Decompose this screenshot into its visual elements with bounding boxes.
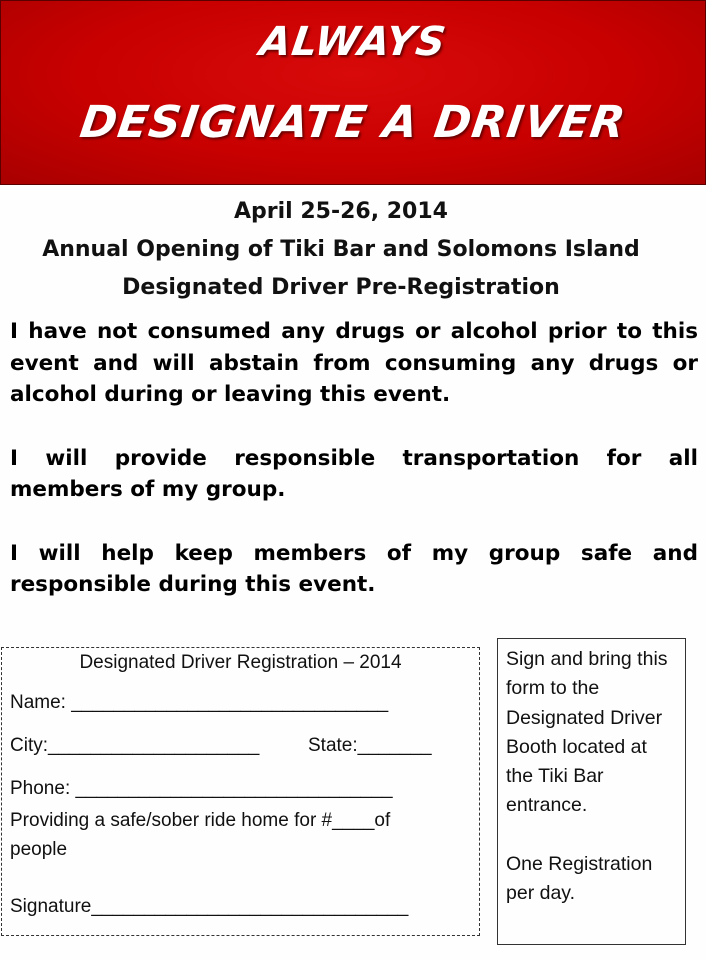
event-date: April 25-26, 2014 — [234, 199, 448, 224]
event-name: Annual Opening of Tiki Bar and Solomons Island — [42, 237, 640, 262]
registration-limit-text: One Registration per day. — [506, 852, 653, 905]
signature-field[interactable]: Signature______________________________ — [10, 896, 409, 917]
banner-line-designate: DESIGNATE A DRIVER — [76, 97, 630, 148]
registration-form — [1, 647, 480, 936]
pledge-1: I have not consumed any drugs or alcohol prior to this event and will abstain from consuming any drugs or alcohol during or leaving this event. — [10, 319, 698, 407]
event-subtitle: Designated Driver Pre-Registration — [122, 275, 560, 300]
banner — [0, 0, 706, 185]
state-field[interactable]: State:_______ — [308, 735, 432, 756]
ride-count-field[interactable]: Providing a safe/sober ride home for #____of — [10, 810, 391, 831]
banner-line-always: ALWAYS — [256, 19, 450, 65]
pledge-3: I will help keep members of my group safe and responsible during this event. — [10, 540, 698, 597]
pledges — [10, 316, 698, 633]
instructions-box — [497, 638, 686, 945]
phone-field[interactable]: Phone: ______________________________ — [10, 778, 393, 799]
form-title: Designated Driver Registration – 2014 — [79, 652, 402, 673]
city-field[interactable]: City:____________________ — [10, 735, 260, 756]
ride-count-label: people — [10, 839, 68, 860]
event-headings — [0, 193, 682, 307]
name-field[interactable]: Name: ______________________________ — [10, 692, 389, 713]
instructions-text: Sign and bring this form to the Designated Driver Booth located at the Tiki Bar entrance. — [506, 648, 668, 817]
pledge-2: I will provide responsible transportation for all members of my group. — [10, 445, 698, 502]
